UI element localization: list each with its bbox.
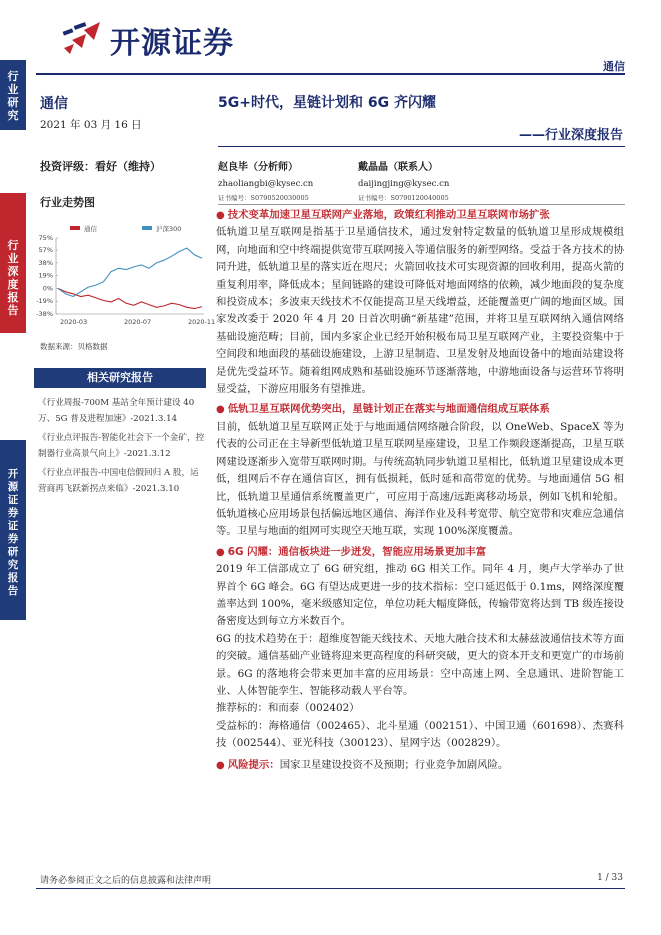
analyst-email[interactable]: daijingjing@kysec.cn <box>358 179 450 189</box>
risk-note <box>216 757 624 774</box>
data-source: 数据来源：贝格数据 <box>40 342 108 351</box>
related-report[interactable]: 《行业周报-700M 基站全年预计建设 40 万、5G 普及进程加速》-2021.3.14 <box>38 398 195 424</box>
analyst-email[interactable]: zhaoliangbi@kysec.cn <box>218 179 314 189</box>
footer-disclaimer[interactable]: 请务必参阅正文之后的信息披露和法律声明 <box>40 876 212 886</box>
side-tab-top: 行业研究 <box>0 60 26 130</box>
related-list <box>38 396 206 497</box>
beneficiary-line: 受益标的：海格通信（002465）、北斗星通（002151）、中国卫通（601698）、杰赛科技（002544）、亚光科技（300123）、星网宇达（002829）。 <box>216 719 624 750</box>
bullet-icon: ● <box>216 759 225 771</box>
legend-swatch <box>70 226 80 230</box>
side-tab-mid: 行业深度报告 <box>0 193 26 333</box>
series-line <box>58 248 202 296</box>
y-tick-label: 0% <box>42 284 53 293</box>
analyst-cert: 证书编号：S0790520030005 <box>218 194 309 202</box>
section-head: ● 低轨卫星互联网优势突出，星链计划正在落实与地面通信组成互联体系 <box>216 403 550 416</box>
trend-chart <box>34 222 216 332</box>
title-rule <box>218 146 625 147</box>
left-industry: 通信 <box>40 96 68 112</box>
section <box>216 207 624 398</box>
recommend-line: 推荐标的：和而泰（002402） <box>216 702 360 715</box>
main-body <box>216 207 624 774</box>
section <box>216 401 624 540</box>
logo-icon <box>60 18 106 58</box>
page-number: 1 / 33 <box>597 873 623 883</box>
section-paragraph: 2019 年工信部成立了 6G 研究组，推动 6G 相关工作。同年 4 月，奥卢大学举办了世界首个 6G 峰会。6G 有望达成更进一步的技术指标：空口延迟低于 0.1ms，网络深度覆盖率达到 100%，毫米级感知定位，单位功耗大幅度降低，传输带宽将达到 TB 级连接设备密度达到每立方米数百个。 <box>216 563 624 628</box>
section-paragraph: 低轨道卫星互联网是指基于卫星通信技术，通过发射特定数量的低轨道卫星形成规模组网，向地面和空中终端提供宽带互联网接入等通信服务的新型网络。受益于各方技术的协同升进，低轨道卫星的落实近在咫尺；火箭回收技术可实现资源的回收利用，提高火箭的重复利用率，降低成本；星间链路的建设可降低对地面网络的依赖，减少地面段的复杂度和投资成本；多波束天线技术不仅能提高卫星天线增益，还能覆盖更广阔的地面区域。国家发改委于 2020 年 4 月 20 日首次明确“新基建”范围，并将卫星互联网纳入通信网络基础设施范畴；目前，国内多家企业已经开始积极布局卫星互联网产业，主要投资集中于空间段和地面段的基础设施建设，上游卫星制造、卫星发射及地面设备中的地面站建设将是优先受益环节。随着组网成熟和基础设施环节逐渐落地，中游地面设备与运营环节将明显受益，下游应用服务有望推进。 <box>216 226 624 396</box>
rating: 投资评级：看好（维持） <box>40 160 161 173</box>
x-tick-label: 2020-07 <box>124 318 152 326</box>
bullet-icon: ● <box>216 404 225 416</box>
report-type: ——行业深度报告 <box>518 128 623 143</box>
related-report[interactable]: 《行业点评报告-智能化社会下一个金矿，控制器行业高景气向上》-2021.3.12 <box>38 433 205 459</box>
y-tick-label: -19% <box>36 297 53 306</box>
y-tick-label: 57% <box>38 246 53 255</box>
header-rule <box>36 73 625 75</box>
related-title: 相关研究报告 <box>87 371 153 384</box>
section-paragraph: 6G 的技术趋势在于：超维度智能天线技术、天地大融合技术和太赫兹波通信技术等方面的突破。通信基础产业链将迎来更高程度的科研突破，更大的资本开支和更宽广的市场前景。6G 的落地将会带来更加丰富的应用场景：空中高速上网、全息通讯、进阶智能工业、人体智能孪生、智能移动载人平台等。 <box>216 632 624 697</box>
logo <box>60 18 260 61</box>
brand-name: 开源证券 <box>110 26 234 61</box>
series-line <box>58 288 202 308</box>
legend-label: 沪深300 <box>156 225 182 233</box>
risk-label: 风险提示： <box>227 758 280 771</box>
risk-text: 国家卫星建设投资不及预期；行业竞争加剧风险。 <box>279 758 509 771</box>
analyst-name: 赵良毕（分析师） <box>218 162 298 173</box>
legend-label: 通信 <box>84 225 97 233</box>
analyst-rule <box>218 204 625 205</box>
report-title: 5G+时代，星链计划和 6G 齐闪耀 <box>218 95 436 111</box>
y-tick-label: 38% <box>38 258 53 267</box>
analyst-name: 戴晶晶（联系人） <box>358 162 438 173</box>
header-industry: 通信 <box>603 60 625 73</box>
related-title-bar <box>34 368 206 388</box>
analyst-card <box>218 158 358 202</box>
section-head: ● 6G 闪耀：通信板块进一步迸发，智能应用场景更加丰富 <box>216 545 487 558</box>
x-tick-label: 2020-11 <box>188 318 216 326</box>
y-tick-label: 19% <box>38 271 53 280</box>
legend-swatch <box>142 226 152 230</box>
y-tick-label: 75% <box>38 234 53 242</box>
x-tick-label: 2020-03 <box>60 318 88 326</box>
y-tick-label: -38% <box>36 310 53 318</box>
bullet-icon: ● <box>216 546 225 558</box>
section <box>216 544 624 753</box>
trend-title: 行业走势图 <box>40 196 95 209</box>
analyst-cert: 证书编号：S0790120040005 <box>358 194 449 202</box>
footer-rule <box>36 888 625 889</box>
analyst-card <box>358 158 498 202</box>
side-tab-bottom: 开源证券 证券研究报告 <box>0 440 26 620</box>
bullet-icon: ● <box>216 210 225 221</box>
section-head: ● 技术变革加速卫星互联网产业落地，政策红利推动卫星互联网市场扩张 <box>216 209 550 221</box>
section-paragraph: 目前，低轨道卫星互联网正处于与地面通信网络融合阶段，以 OneWeb、SpaceX 等为代表的公司正在主导新型低轨道卫星互联网星座建设，卫星工作频段逐渐提高，卫星互联网建设逐渐步入宽带互联网时期。与传统高轨同步轨道卫星相比，低轨道卫星建设成本更低，组网后不存在通信盲区，拥有低损耗，低时延和高带宽的优势。与地面通信 5G 相比，低轨道卫星通信系统覆盖更广，可应用于高速/远距离移动场景，例如飞机和轮船。低轨道核心应用场景包括偏远地区通信、海洋作业及科考宽带、航空宽带和灾难应急通信等。卫星与地面的组网可实现空天地互联，实现 100%深度覆盖。 <box>216 420 624 538</box>
report-date: 2021 年 03 月 16 日 <box>40 119 142 131</box>
related-report[interactable]: 《行业点评报告-中国电信假回归 A 股，运营商再飞跃新拐点来临》-2021.3.10 <box>38 468 199 494</box>
